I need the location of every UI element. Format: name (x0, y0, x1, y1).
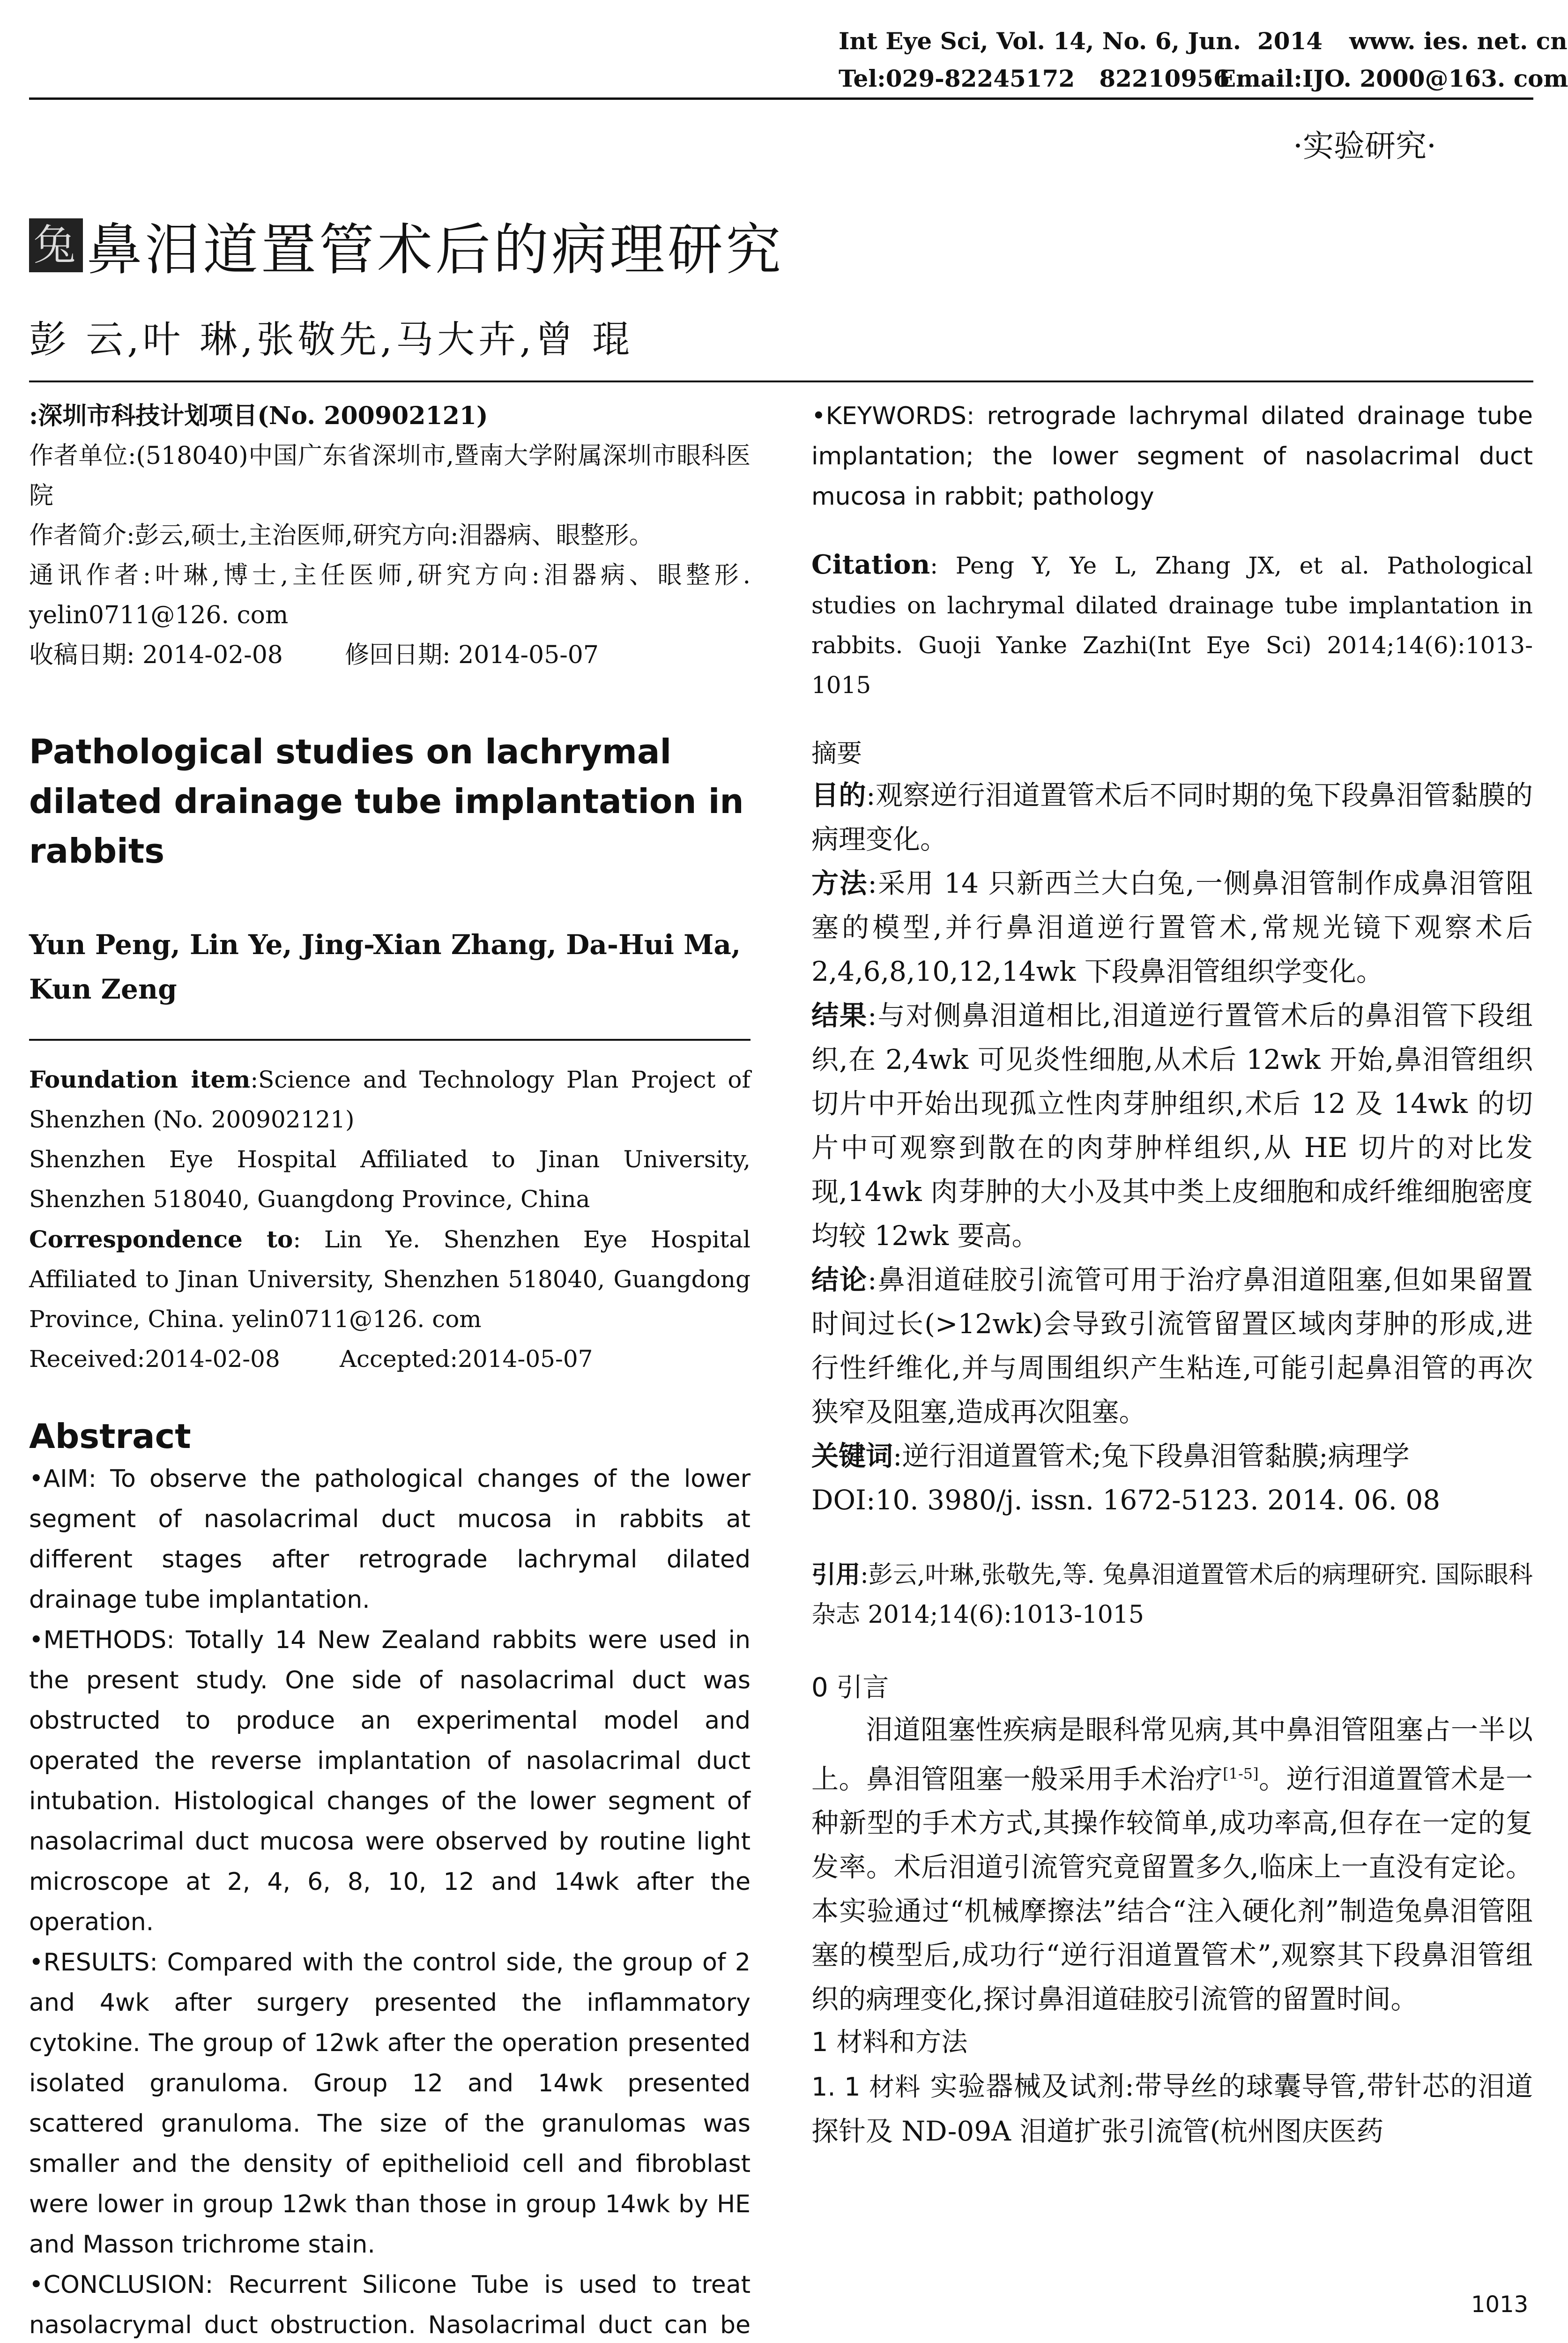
abstract-results-label: •RESULTS (29, 1948, 150, 1977)
methods-heading: 1 材料和方法 (811, 2027, 968, 2058)
affiliation-en: Shenzhen Eye Hospital Affiliated to Jinan University, Shenzhen 518040, Guangdong Province, China (29, 1146, 751, 1213)
journal-email: Email:IJO. 2000@163. com (1218, 65, 1568, 92)
doi: DOI:10. 3980/j. issn. 1672-5123. 2014. 06. 08 (811, 1484, 1441, 1516)
foundation-en-label: Foundation item (29, 1066, 251, 1093)
intro-text-a: 泪道阻塞性疾病是眼科常见病,其中鼻泪管阻塞占一半以上。鼻泪管阻塞一般采用手术治疗 (811, 1714, 1533, 1795)
cn-abstract-conclusion (811, 1258, 1533, 1434)
correspondence-cn: 通讯作者:叶琳,博士,主任医师,研究方向:泪器病、眼整形. yelin0711@126. com (29, 561, 751, 629)
bio-cn: 作者简介:彭云,硕士,主治医师,研究方向:泪器病、眼整形。 (29, 522, 654, 550)
abstract-aim-text: : To observe the pathological changes of the lower segment of nasolacrimal duct mucosa in rabbits at different stages after retrograde lachrymal dilated drainage tube implantation. (29, 1465, 751, 1614)
foundation-cn (29, 396, 751, 436)
abstract-results-text: : Compared with the control side, the group of 2 and 4wk after surgery presented the inflammatory cytokine. The group of 12wk after the operation presented isolated granuloma. Group 12 and 14wk presented scattered granuloma. The size of the granulomas was smaller and the density of epithelioid cell and fibroblast were lower in group 12wk than those in group 14wk by HE and Masson trichrome stain. (29, 1948, 751, 2259)
received-en: Received:2014-02-08 Accepted:2014-05-07 (29, 1345, 593, 1373)
foundation-cn-text: :深圳市科技计划项目(No. 200902121) (29, 402, 488, 430)
correspondence-en-text: : Lin Ye. Shenzhen Eye Hospital Affiliated to Jinan University, Shenzhen 518040, Guangdong Province, China. yelin0711@126. com (29, 1226, 751, 1333)
abstract-conclusion (29, 2265, 751, 2343)
cn-abstract-keywords-label: 关键词 (811, 1440, 893, 1472)
intro-heading: 0 引言 (811, 1672, 889, 1703)
en-authors: Yun Peng, Lin Ye, Jing-Xian Zhang, Da-Hui Ma, Kun Zeng (29, 929, 741, 1005)
abstract-aim-label: •AIM (29, 1465, 89, 1493)
foundation-en (29, 1060, 751, 1140)
affiliation-cn: 作者单位:(518040)中国广东省深圳市,暨南大学附属深圳市眼科医院 (29, 442, 751, 510)
methods-sub-label: 1. 1 材料 (811, 2072, 921, 2102)
cn-abstract-aim-text: :观察逆行泪道置管术后不同时期的兔下段鼻泪管黏膜的病理变化。 (811, 779, 1533, 855)
abstract-body-left (29, 1459, 751, 2343)
right-column (811, 396, 1533, 2153)
methods-body (811, 2064, 1533, 2153)
en-title: Pathological studies on lachrymal dilated drainage tube implantation in rabbits (29, 732, 744, 871)
cn-citation (811, 1555, 1533, 1635)
abstract-aim (29, 1459, 751, 1620)
cn-abstract-results (811, 993, 1533, 1258)
cn-info-block (29, 396, 751, 675)
cn-abstract-results-text: :与对侧鼻泪道相比,泪道逆行置管术后的鼻泪管下段组织,在 2,4wk 可见炎性细胞,从术后 12wk 开始,鼻泪管组织切片中开始出现孤立性肉芽肿组织,术后 12 及 14wk 的切片中可观察到散在的肉芽肿样组织,从 HE 切片的对比发现,14wk 肉芽肿的大小及其中类上皮细胞和成纤维细胞密度均较 12wk 要高。 (811, 1000, 1533, 1252)
cn-abstract-heading: 摘要 (811, 739, 862, 768)
cn-abstract-conclusion-text: :鼻泪道硅胶引流管可用于治疗鼻泪道阻塞,但如果留置时间过长(>12wk)会导致引流管留置区域肉芽肿的形成,进行性纤维化,并与周围组织产生粘连,可能引起鼻泪管的再次狭窄及阻塞,造成再次阻塞。 (811, 1264, 1533, 1428)
cn-abstract-methods-label: 方法 (811, 867, 868, 899)
cn-abstract-keywords (811, 1434, 1533, 1478)
intro-ref: [1-5] (1223, 1765, 1259, 1783)
left-column (29, 396, 751, 2343)
header-rule (29, 97, 1533, 100)
abstract-keywords (811, 396, 1533, 517)
cn-abstract-conclusion-label: 结论 (811, 1264, 868, 1296)
cn-abstract-aim-label: 目的 (811, 779, 866, 811)
intro-body (811, 1708, 1533, 2021)
abstract-conclusion-label: •CONCLUSION (29, 2271, 205, 2299)
abstract-keywords-label: •KEYWORDS (811, 402, 966, 430)
correspondence-en (29, 1219, 751, 1339)
abstract-methods-text: : Totally 14 New Zealand rabbits were used in the present study. One side of nasolacrimal duct was obstructed to produce an experimental model and operated the reverse implantation of nasolacrimal duct intubation. Histological changes of the lower segment of nasolacrimal duct mucosa were observed by routine light microscope at 2, 4, 6, 8, 10, 12 and 14wk after the operation. (29, 1626, 751, 1936)
abstract-body-right (811, 396, 1533, 517)
cn-abstract-results-label: 结果 (811, 1000, 868, 1031)
page-number: 1013 (1471, 2291, 1529, 2318)
authors-cn: 彭 云,叶 琳,张敬先,马大卉,曾 琨 (29, 318, 634, 361)
title-rule (29, 381, 1533, 382)
en-info-block (29, 1060, 751, 1379)
paper-title (29, 205, 784, 285)
dates-cn: 收稿日期: 2014-02-08 修回日期: 2014-05-07 (29, 641, 599, 669)
cn-abstract-aim (811, 773, 1533, 861)
cn-citation-text: :彭云,叶琳,张敬先,等. 兔鼻泪道置管术后的病理研究. 国际眼科杂志 2014;14(6):1013-1015 (811, 1561, 1533, 1629)
citation-en-text: : Peng Y, Ye L, Zhang JX, et al. Pathological studies on lachrymal dilated drainage tube implantation in rabbits. Guoji Yanke Zazhi(Int Eye Sci) 2014;14(6):1013-1015 (811, 552, 1533, 699)
abstract-heading: Abstract (29, 1417, 191, 1456)
journal-tel: Tel:029-82245172 82210956 (839, 65, 1230, 92)
methods-text: 实验器械及试剂:带导丝的球囊导管,带针芯的泪道探针及 ND-09A 泪道扩张引流管(杭州图庆医药 (811, 2070, 1533, 2148)
citation-en (811, 545, 1533, 705)
citation-en-label: Citation (811, 549, 930, 580)
abstract-results (29, 1942, 751, 2265)
paper-title-text: 鼻泪道置管术后的病理研究 (87, 217, 784, 282)
intro-text-b: 。逆行泪道置管术是一种新型的手术方式,其操作较简单,成功率高,但存在一定的复发率。术后泪道引流管究竟留置多久,临床上一直没有定论。本实验通过“机械摩擦法”结合“注入硬化剂”制造兔鼻泪管阻塞的模型后,成功行“逆行泪道置管术”,观察其下段鼻泪管组织的病理变化,探讨鼻泪道硅胶引流管的留置时间。 (811, 1763, 1533, 2015)
journal-website: www. ies. net. cn (1349, 27, 1568, 55)
cn-abstract-methods-text: :采用 14 只新西兰大白兔,一侧鼻泪管制作成鼻泪管阻塞的模型,并行鼻泪道逆行置管术,常规光镜下观察术后 2,4,6,8,10,12,14wk 下段鼻泪管组织学变化。 (811, 867, 1533, 987)
abstract-keywords-text: : retrograde lachrymal dilated drainage tube implantation; the lower segment of nasolacrimal duct mucosa in rabbit; pathology (811, 402, 1533, 511)
cn-abstract-keywords-text: :逆行泪道置管术;兔下段鼻泪管黏膜;病理学 (893, 1440, 1410, 1472)
correspondence-en-label: Correspondence to (29, 1225, 293, 1253)
abstract-conclusion-text: : Recurrent Silicone Tube is used to treat nasolacrymal duct obstruction. Nasolacrimal duct can be (29, 2271, 751, 2339)
foundation-en-text: :Science and Technology Plan Project of Shenzhen (No. 200902121) (29, 1066, 751, 1133)
title-icon: 兔 (29, 218, 83, 272)
section-tag: ·实验研究· (1293, 128, 1436, 164)
abstract-methods-label: •METHODS (29, 1626, 167, 1654)
cn-citation-label: 引用 (811, 1560, 861, 1589)
cn-abstract-body (811, 773, 1533, 1522)
en-authors-rule (29, 1039, 751, 1041)
journal-header: Int Eye Sci, Vol. 14, No. 6, Jun. 2014 (839, 27, 1323, 55)
abstract-methods (29, 1620, 751, 1942)
cn-abstract-methods (811, 861, 1533, 993)
